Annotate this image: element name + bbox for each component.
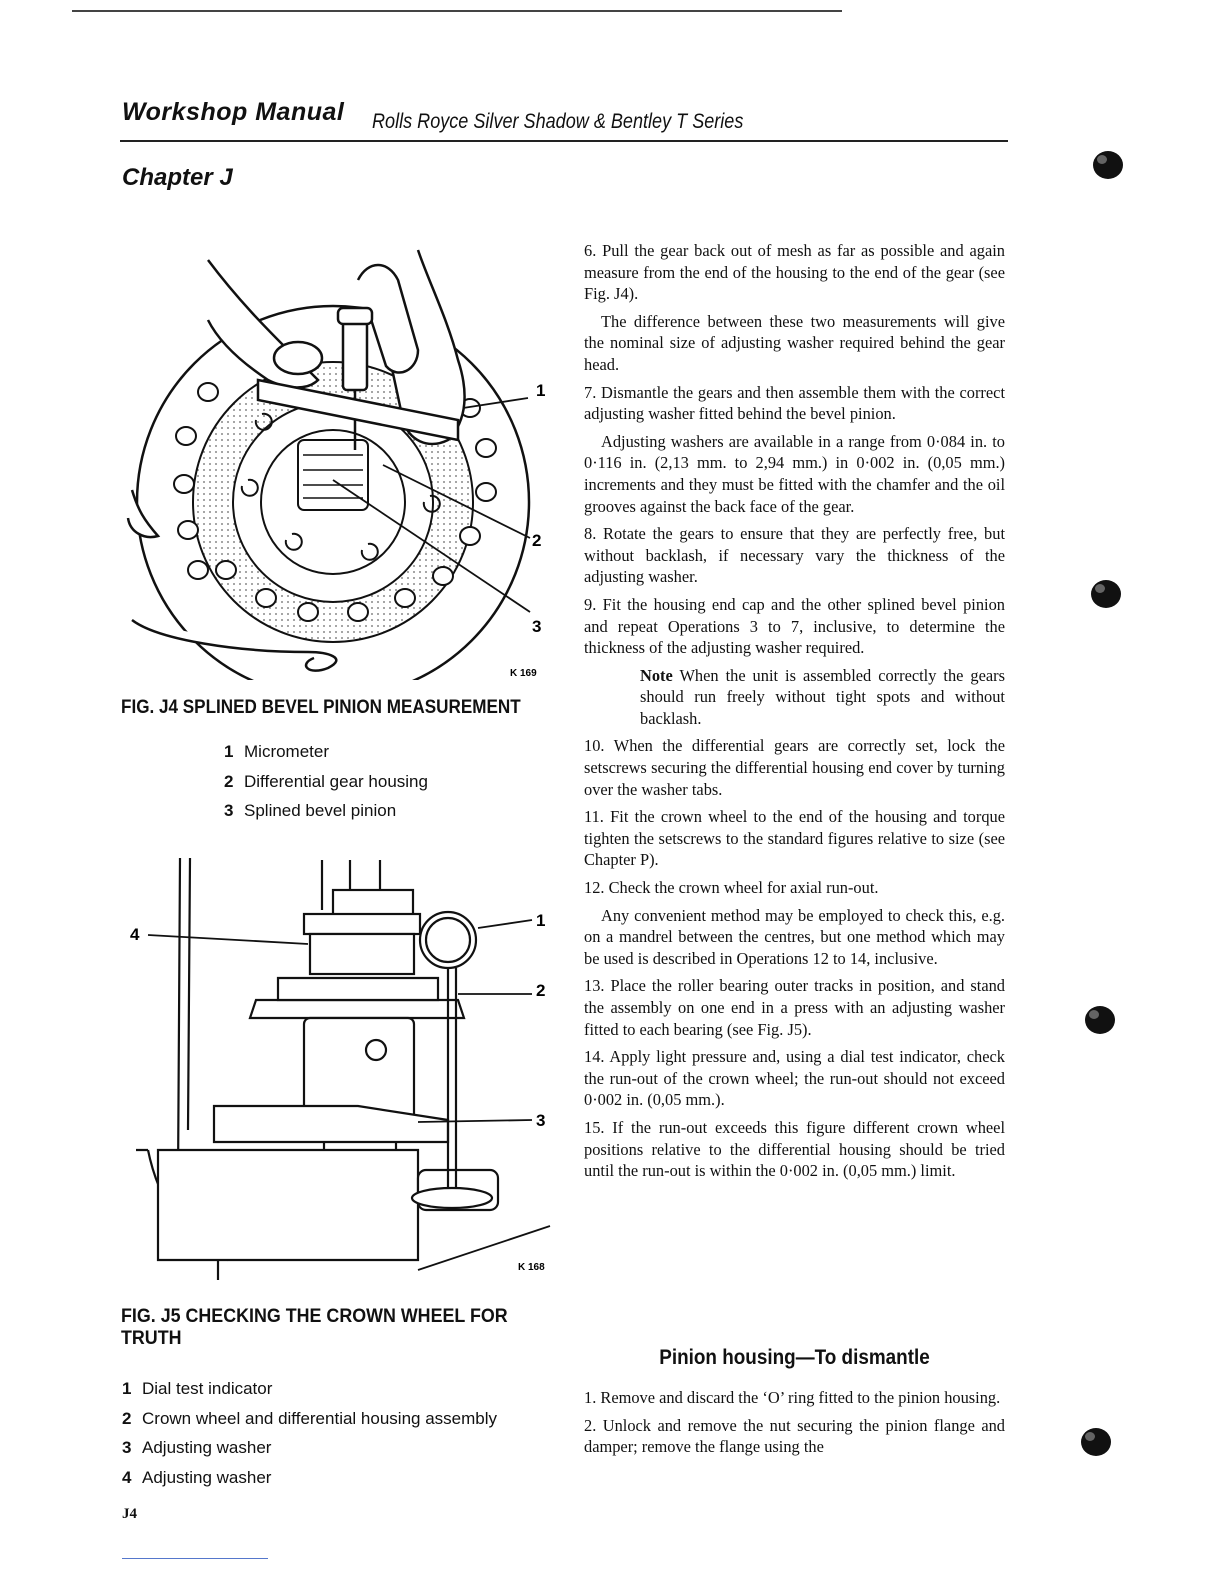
- fig-j5-callout-3: 3: [536, 1111, 546, 1130]
- top-rule: [72, 10, 842, 12]
- fig-j5-illustration: [118, 850, 558, 1280]
- paragraph: 13. Place the roller bearing outer tracks in position, and stand the assembly on one end in a press with an adjusting washer fitted to each bearing (see Fig. J5).: [584, 976, 1005, 1039]
- paragraph: 8. Rotate the gears to ensure that they are perfectly free, but without backlash, if necessary vary the thickness of the adjusting washer.: [584, 524, 1005, 587]
- fig-j4-callout-2: 2: [532, 531, 542, 550]
- fig-j5-callout-2: 2: [536, 981, 546, 1000]
- paragraph: 15. If the run-out exceeds this figure different crown wheel positions relative to the differential housing should be tried until the run-out is within the 0·002 in. (0,05 mm.) limit.: [584, 1117, 1005, 1181]
- section-heading: Pinion housing—To dismantle: [659, 1346, 930, 1369]
- punch-hole-icon: [1091, 580, 1121, 608]
- legend-item: 2 Differential gear housing: [224, 771, 428, 791]
- paragraph: 7. Dismantle the gears and then assemble them with the correct adjusting washer fitted behind the bevel pinion.: [584, 382, 1005, 424]
- fig-j5-callout-4: 4: [130, 925, 140, 944]
- chapter-title: Chapter J: [122, 164, 233, 191]
- fig-j5-callout-1: 1: [536, 911, 546, 930]
- page-number: J4: [122, 1506, 137, 1522]
- paragraph: 9. Fit the housing end cap and the other splined bevel pinion and repeat Operations 3 to 7, inclusive, to determine the thickness of the adjusting washer required.: [584, 594, 1005, 658]
- legend-item: 1 Dial test indicator: [122, 1379, 273, 1398]
- fig-j5-legend: [122, 1374, 497, 1492]
- bottom-rule: [122, 1558, 268, 1559]
- paragraph: 2. Unlock and remove the nut securing the pinion flange and damper; remove the flange using the: [584, 1415, 1005, 1457]
- fig-j4-code: K 169: [510, 668, 537, 679]
- body-text: [584, 240, 1005, 1188]
- paragraph: 1. Remove and discard the ‘O’ ring fitted to the pinion housing.: [584, 1388, 1001, 1407]
- paragraph: 14. Apply light pressure and, using a dial test indicator, check the run-out of the crown wheel; the run-out should not exceed 0·002 in. (0,05 mm.).: [584, 1047, 1005, 1110]
- paragraph: Any convenient method may be employed to check this, e.g. on a mandrel between the centres, but one method which may be used is described in Operations 12 to 14, inclusive.: [584, 905, 1005, 968]
- paragraph: 6. Pull the gear back out of mesh as far as possible and again measure from the end of the housing to the end of the gear (see Fig. J4).: [584, 241, 1005, 304]
- paragraph: 10. When the differential gears are correctly set, lock the setscrews securing the differential housing end cover by turning over the washer tabs.: [584, 736, 1005, 799]
- note: Note When the unit is assembled correctly the gears should run freely without tight spots and without backlash.: [640, 665, 1005, 728]
- legend-item: 3 Splined bevel pinion: [224, 801, 397, 820]
- legend-item: 4 Adjusting washer: [122, 1467, 272, 1487]
- fig-j5-code: K 168: [518, 1262, 545, 1273]
- fig-j4-callout-1: 1: [536, 381, 546, 400]
- legend-item: 1 Micrometer: [224, 742, 330, 761]
- paragraph: The difference between these two measurements will give the nominal size of adjusting washer required behind the gear head.: [584, 311, 1005, 374]
- paragraph: 11. Fit the crown wheel to the end of the housing and torque tighten the setscrews to the standard figures relative to size (see Chapter P).: [584, 807, 1005, 870]
- punch-hole-icon: [1093, 151, 1123, 179]
- legend-item: 2 Crown wheel and differential housing assembly: [122, 1408, 497, 1428]
- fig-j5-caption: FIG. J5 CHECKING THE CROWN WHEEL FOR TRUTH: [121, 1306, 508, 1349]
- fig-j4-caption: FIG. J4 SPLINED BEVEL PINION MEASUREMENT: [121, 697, 521, 718]
- fig-j4-callout-3: 3: [532, 617, 542, 636]
- legend-item: 3 Adjusting washer: [122, 1438, 272, 1457]
- punch-hole-icon: [1085, 1006, 1115, 1034]
- manual-title: Workshop Manual: [122, 98, 345, 126]
- paragraph: 12. Check the crown wheel for axial run-out.: [584, 878, 879, 898]
- paragraph: Adjusting washers are available in a range from 0·084 in. to 0·116 in. (2,13 mm. to 2,94 mm.) in 0·002 in. (0,05 mm.) increments and they must be fitted with the chamfer and the oil grooves against the back face of the gear.: [584, 431, 1005, 516]
- punch-hole-icon: [1081, 1428, 1111, 1456]
- header-rule: [120, 140, 1008, 142]
- manual-subtitle: Rolls Royce Silver Shadow & Bentley T Series: [372, 110, 744, 133]
- fig-j4-illustration: [118, 240, 558, 680]
- fig-j4-legend: [224, 737, 428, 826]
- section-text: [584, 1387, 1005, 1464]
